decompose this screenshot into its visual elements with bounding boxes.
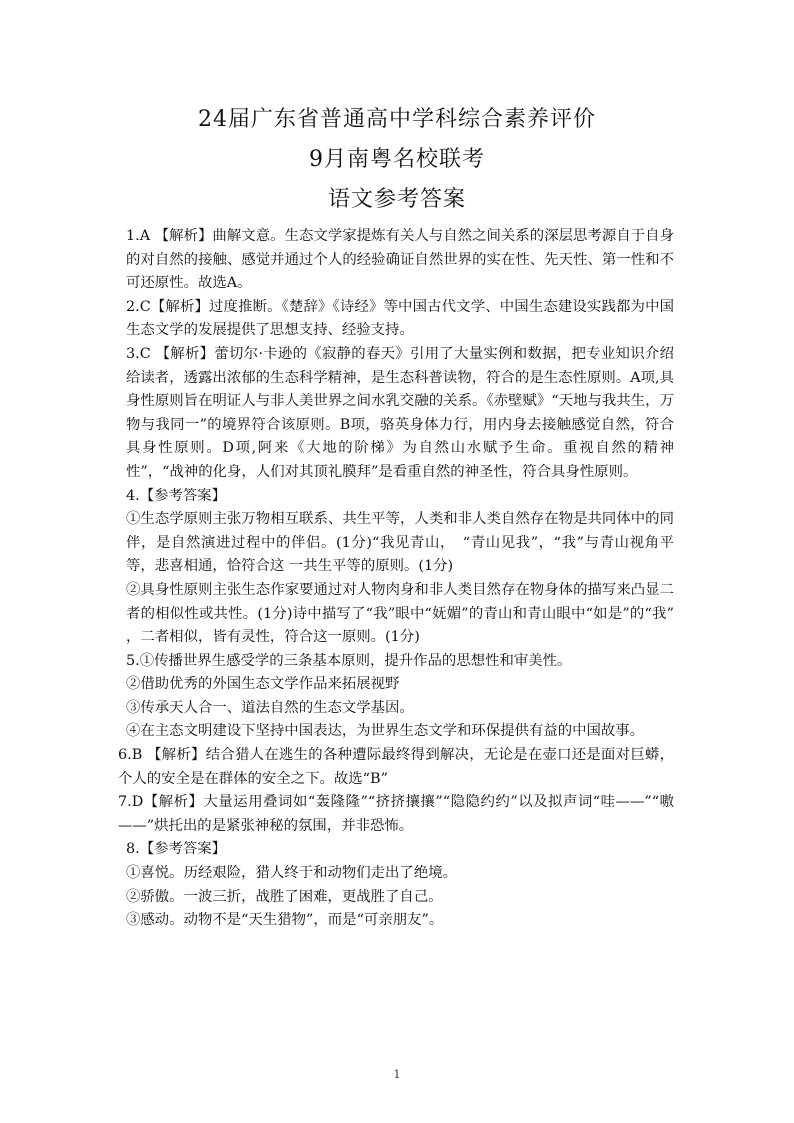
- answer-8-heading: 8.【参考答案】: [126, 841, 227, 858]
- exam-title: 24届广东省普通高中学科综合素养评价: [198, 107, 596, 132]
- page-number: 1: [393, 1068, 401, 1081]
- answer-4-point-1: ①生态学原则主张万物相互联系、共生平等，人类和非人类自然存在物是共同体中的同伴，是自然演进过程中的伴侣。(1分)“我见青山， “青山见我”，“我”与青山视角平等，悲喜相通，恰符合这 一共生平等的原则。(1分): [126, 511, 674, 575]
- answer-7: 7.D【解析】大量运用叠词如“轰隆隆”“挤挤攘攘”“隐隐约约”以及拟声词“哇——”“嗷——”烘托出的是紧张神秘的氛围，并非恐怖。: [118, 794, 674, 834]
- answer-8-point-1: ①喜悦。历经艰险，猎人终于和动物们走出了绝境。: [126, 865, 457, 882]
- answer-2: 2.C【解析】过度推断。《楚辞》《诗经》等中国古代文学、中国生态建设实践都为中国生态文学的发展提供了思想支持、经验支持。: [126, 298, 674, 339]
- answer-4-heading: 4.【参考答案】: [126, 487, 227, 504]
- answer-key-title: 语文参考答案: [327, 187, 466, 212]
- answer-8-point-2: ②骄傲。一波三折，战胜了困难，更战胜了自己。: [126, 888, 443, 905]
- answer-5-point-1: 5.①传播世界生感受学的三条基本原则，提升作品的思想性和审美性。: [126, 652, 572, 669]
- answer-6: 6.B 【解析】结合猎人在逃生的各种遭际最终得到解决，无论是在壶口还是面对巨蟒，个人的安全是在群体的安全之下。故选“B”: [118, 747, 674, 787]
- exam-subtitle: 9月南粤名校联考: [309, 147, 485, 172]
- answer-content: [118, 225, 674, 933]
- answer-5-point-4: ④在主态文明建设下坚持中国表达，为世界生态文学和环保提供有益的中国故事。: [126, 723, 645, 740]
- answer-5-point-3: ③传承天人合一、道法自然的生态文学基因。: [126, 699, 414, 716]
- answer-4-point-2: ②具身性原则主张生态作家要通过对人物肉身和非人类目然存在物身体的描写来凸显二者的相似性或共性。(1分)诗中描写了“我”眼中“妩媚”的青山和青山眼中“如是”的“我” ，二者相似，皆有灵性，符合这一原则。(1分): [126, 581, 674, 646]
- answer-1: 1.A 【解析】曲解文意。生态文学家提炼有关人与自然之间关系的深层思考源自于自身的对自然的接触、感觉并通过个人的经验确证自然世界的实在性、先天性、第一性和不可还原性。故选A。: [126, 228, 674, 292]
- title-block: [0, 100, 794, 220]
- answer-5-point-2: ②借助优秀的外国生态文学作品来拓展视野: [126, 676, 400, 693]
- answer-8-point-3: ③感动。动物不是“天生猎物”，而是“可亲朋友”。: [126, 912, 444, 929]
- answer-3: 3.C 【解析】蕾切尔·卡逊的《寂静的春天》引用了大量实例和数据，把专业知识介绍给读者，透露出浓郁的生态科学精神，是生态科普读物，符合的是生态性原则。A项,具身性原则旨在明证人与非人美世界之间水乳交融的关系。《赤壁赋》“天地与我共生，万物与我同一”的境界符合该原则。B项，骆英身体力行，用内身去接触感觉自然，符合具身性原则。D项,阿来《大地的阶梯》为自然山水赋予生命。重视自然的精神性”，“战神的化身，人们对其顶礼膜拜”是看重自然的神圣性，符合具身性原则。: [126, 345, 674, 480]
